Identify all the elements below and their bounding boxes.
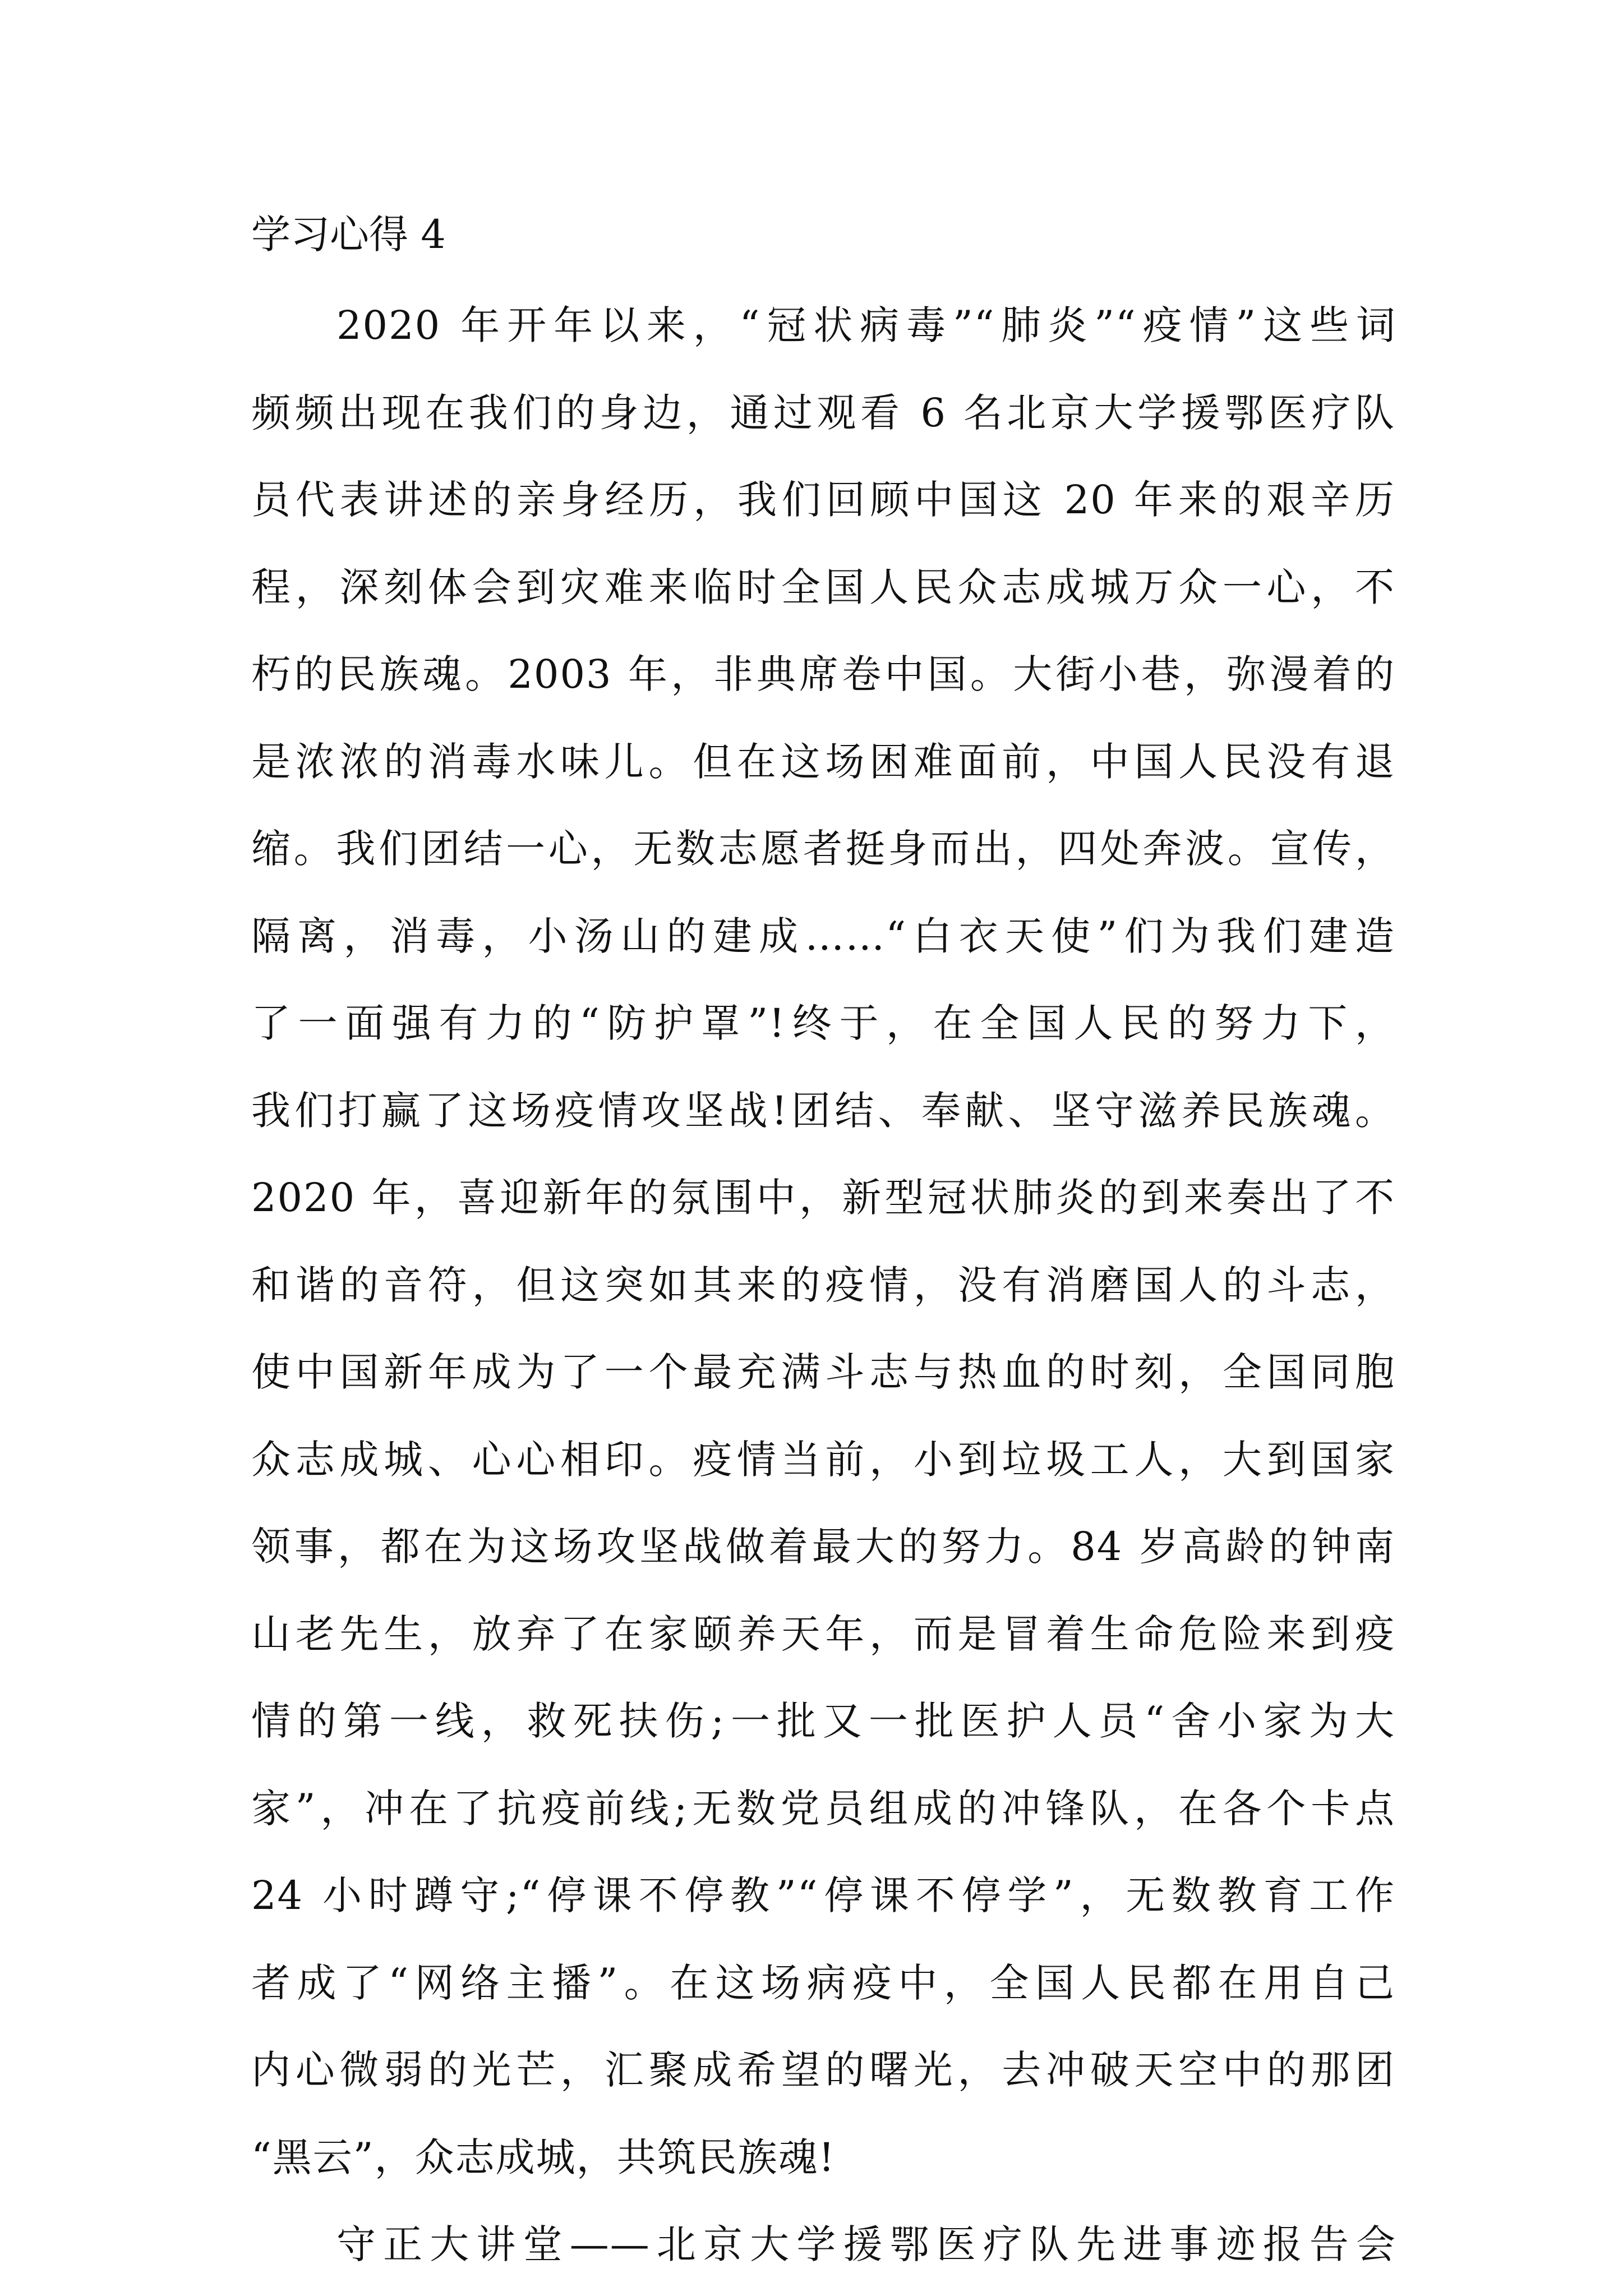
document-title: 学习心得 4 [251,211,446,257]
paragraph-line-19: 24 小时蹲守;“停课不停教”“停课不停学”，无数教育工作 [251,1872,1395,1918]
paragraph-line-16: 山老先生，放弃了在家颐养天年，而是冒着生命危险来到疫 [251,1611,1395,1657]
paragraph-line-14: 众志成城、心心相印。疫情当前，小到垃圾工人，大到国家 [251,1437,1395,1483]
paragraph-line-11: 2020 年，喜迎新年的氛围中，新型冠状肺炎的到来奏出了不 [251,1175,1395,1221]
paragraph-line-13: 使中国新年成为了一个最充满斗志与热血的时刻，全国同胞 [251,1349,1395,1395]
paragraph-line-22: “黑云”，众志成城，共筑民族魂! [251,2134,836,2180]
paragraph-line-8: 隔离，消毒，小汤山的建成……“白衣天使”们为我们建造 [251,913,1395,959]
paragraph-line-1: 2020 年开年以来，“冠状病毒”“肺炎”“疫情”这些词 [336,302,1396,348]
paragraph-line-21: 内心微弱的光芒，汇聚成希望的曙光，去冲破天空中的那团 [251,2047,1395,2093]
paragraph-line-5: 朽的民族魂。2003 年，非典席卷中国。大街小巷，弥漫着的 [251,651,1395,697]
paragraph-line-7: 缩。我们团结一心，无数志愿者挺身而出，四处奔波。宣传， [251,826,1395,872]
paragraph-line-10: 我们打赢了这场疫情攻坚战!团结、奉献、坚守滋养民族魂。 [251,1088,1395,1134]
paragraph-line-3: 员代表讲述的亲身经历，我们回顾中国这 20 年来的艰辛历 [251,477,1395,523]
paragraph-line-9: 了一面强有力的“防护罩”!终于，在全国人民的努力下， [251,1000,1395,1046]
paragraph-line-18: 家”，冲在了抗疫前线;无数党员组成的冲锋队，在各个卡点 [251,1786,1395,1832]
paragraph-line-15: 领事，都在为这场攻坚战做着最大的努力。84 岁高龄的钟南 [251,1524,1395,1570]
paragraph-line-4: 程，深刻体会到灾难来临时全国人民众志成城万众一心，不 [251,564,1395,610]
paragraph-line-17: 情的第一线，救死扶伤;一批又一批医护人员“舍小家为大 [251,1698,1395,1744]
paragraph-line-20: 者成了“网络主播”。在这场病疫中，全国人民都在用自己 [251,1960,1395,2006]
paragraph-line-12: 和谐的音符，但这突如其来的疫情，没有消磨国人的斗志， [251,1262,1395,1308]
paragraph-line-2: 频频出现在我们的身边，通过观看 6 名北京大学援鄂医疗队 [251,390,1395,436]
paragraph-line-6: 是浓浓的消毒水味儿。但在这场困难面前，中国人民没有退 [251,739,1395,785]
closing-line: 守正大讲堂——北京大学援鄂医疗队先进事迹报告会 [336,2221,1396,2267]
